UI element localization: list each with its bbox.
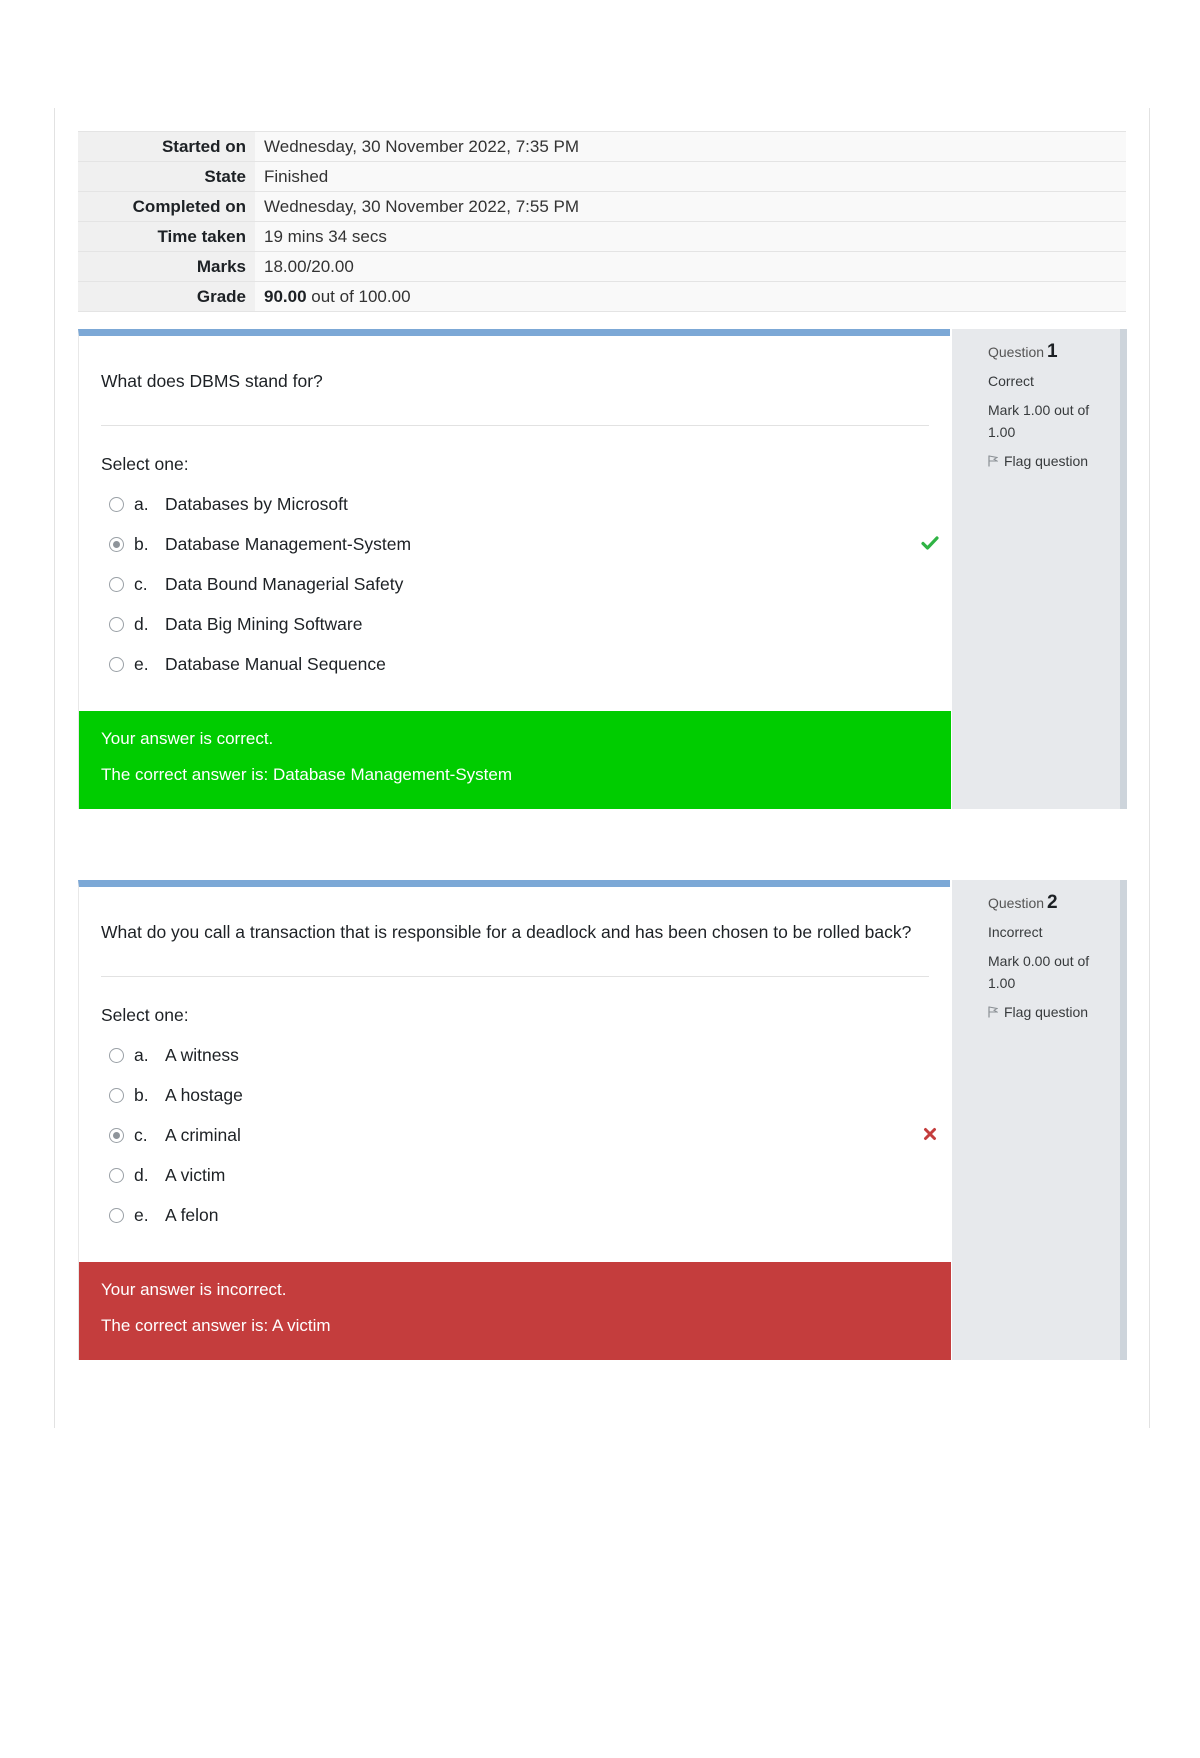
answer-options: [109, 484, 939, 684]
grade-out-of: out of 100.00: [306, 286, 411, 306]
option-text: Database Manual Sequence: [165, 653, 386, 674]
question-state: Incorrect: [988, 924, 1043, 940]
option-letter: d.: [134, 613, 149, 634]
question-number: Question 2: [988, 892, 1058, 913]
question-info-panel: [952, 329, 1127, 809]
grade-value: 90.00: [264, 286, 307, 306]
attempt-summary-table: [78, 131, 1126, 312]
option-text: Databases by Microsoft: [165, 493, 348, 514]
feedback-correct: [79, 711, 951, 809]
option-letter: e.: [134, 1204, 149, 1225]
radio-button[interactable]: [109, 617, 124, 632]
radio-button[interactable]: [109, 1088, 124, 1103]
summary-value: Finished: [255, 162, 1126, 192]
answer-option-e[interactable]: [109, 1195, 939, 1235]
summary-row-grade: [78, 282, 1126, 312]
answer-option-d[interactable]: [109, 1155, 939, 1195]
answer-option-c[interactable]: [109, 1115, 939, 1155]
select-one-prompt: Select one:: [101, 454, 189, 474]
option-text: A felon: [165, 1204, 219, 1225]
question-text: What does DBMS stand for?: [101, 371, 929, 426]
question-text: What do you call a transaction that is responsible for a deadlock and has been chosen to be rolled back?: [101, 922, 929, 977]
summary-value: Wednesday, 30 November 2022, 7:55 PM: [255, 192, 1126, 222]
summary-row-completed: [78, 192, 1126, 222]
radio-button[interactable]: [109, 1168, 124, 1183]
summary-row-marks: [78, 252, 1126, 282]
summary-label: Started on: [78, 132, 255, 162]
summary-label: State: [78, 162, 255, 192]
flag-question-label: Flag question: [1004, 1004, 1089, 1020]
feedback-correct-answer: The correct answer is: Database Management-System: [101, 765, 513, 784]
question-2: [78, 880, 1127, 1360]
summary-value: Wednesday, 30 November 2022, 7:35 PM: [255, 132, 1126, 162]
radio-button[interactable]: [109, 657, 124, 672]
option-text: Data Big Mining Software: [165, 613, 363, 634]
question-info-panel: [952, 880, 1127, 1360]
radio-button[interactable]: [109, 1048, 124, 1063]
flag-question-label: Flag question: [1004, 453, 1089, 469]
option-letter: b.: [134, 533, 149, 554]
option-letter: b.: [134, 1084, 149, 1105]
option-letter: d.: [134, 1164, 149, 1185]
option-text: A victim: [165, 1164, 226, 1185]
option-text: Data Bound Managerial Safety: [165, 573, 404, 594]
question-1: [78, 329, 1127, 809]
option-letter: a.: [134, 1044, 149, 1065]
question-state: Correct: [988, 373, 1034, 389]
question-content: [78, 329, 950, 809]
option-letter: e.: [134, 653, 149, 674]
answer-option-e[interactable]: [109, 644, 939, 684]
summary-row-time-taken: [78, 222, 1126, 252]
option-letter: c.: [134, 573, 148, 594]
feedback-result: Your answer is correct.: [101, 729, 274, 748]
flag-question-link[interactable]: [988, 1004, 1120, 1020]
answer-option-d[interactable]: [109, 604, 939, 644]
summary-row-started: [78, 132, 1126, 162]
question-number: Question 1: [988, 341, 1058, 362]
summary-row-state: [78, 162, 1126, 192]
answer-options: [109, 1035, 939, 1235]
option-letter: a.: [134, 493, 149, 514]
answer-option-b[interactable]: [109, 524, 939, 564]
answer-option-a[interactable]: [109, 484, 939, 524]
question-grade: Mark 1.00 out of 1.00: [988, 402, 1090, 440]
summary-value: 18.00/20.00: [255, 252, 1126, 282]
feedback-correct-answer: The correct answer is: A victim: [101, 1316, 331, 1335]
option-text: A hostage: [165, 1084, 243, 1105]
answer-option-b[interactable]: [109, 1075, 939, 1115]
radio-button-selected[interactable]: [109, 1128, 124, 1143]
feedback-result: Your answer is incorrect.: [101, 1280, 287, 1299]
question-content: [78, 880, 950, 1360]
option-letter: c.: [134, 1124, 148, 1145]
summary-label: Completed on: [78, 192, 255, 222]
select-one-prompt: Select one:: [101, 1005, 189, 1025]
option-text: A witness: [165, 1044, 239, 1065]
question-grade: Mark 0.00 out of 1.00: [988, 953, 1090, 991]
flag-question-link[interactable]: [988, 453, 1120, 469]
radio-button[interactable]: [109, 577, 124, 592]
summary-label: Marks: [78, 252, 255, 282]
feedback-incorrect: [79, 1262, 951, 1360]
flag-icon: [988, 1006, 998, 1018]
cross-icon: [921, 1125, 939, 1143]
flag-icon: [988, 455, 998, 467]
summary-value: 19 mins 34 secs: [255, 222, 1126, 252]
radio-button[interactable]: [109, 497, 124, 512]
summary-value: [255, 282, 1126, 312]
answer-option-c[interactable]: [109, 564, 939, 604]
summary-label: Grade: [78, 282, 255, 312]
answer-option-a[interactable]: [109, 1035, 939, 1075]
radio-button[interactable]: [109, 1208, 124, 1223]
option-text: Database Management-System: [165, 533, 412, 554]
check-icon: [921, 534, 939, 552]
option-text: A criminal: [165, 1124, 241, 1145]
summary-label: Time taken: [78, 222, 255, 252]
radio-button-selected[interactable]: [109, 537, 124, 552]
